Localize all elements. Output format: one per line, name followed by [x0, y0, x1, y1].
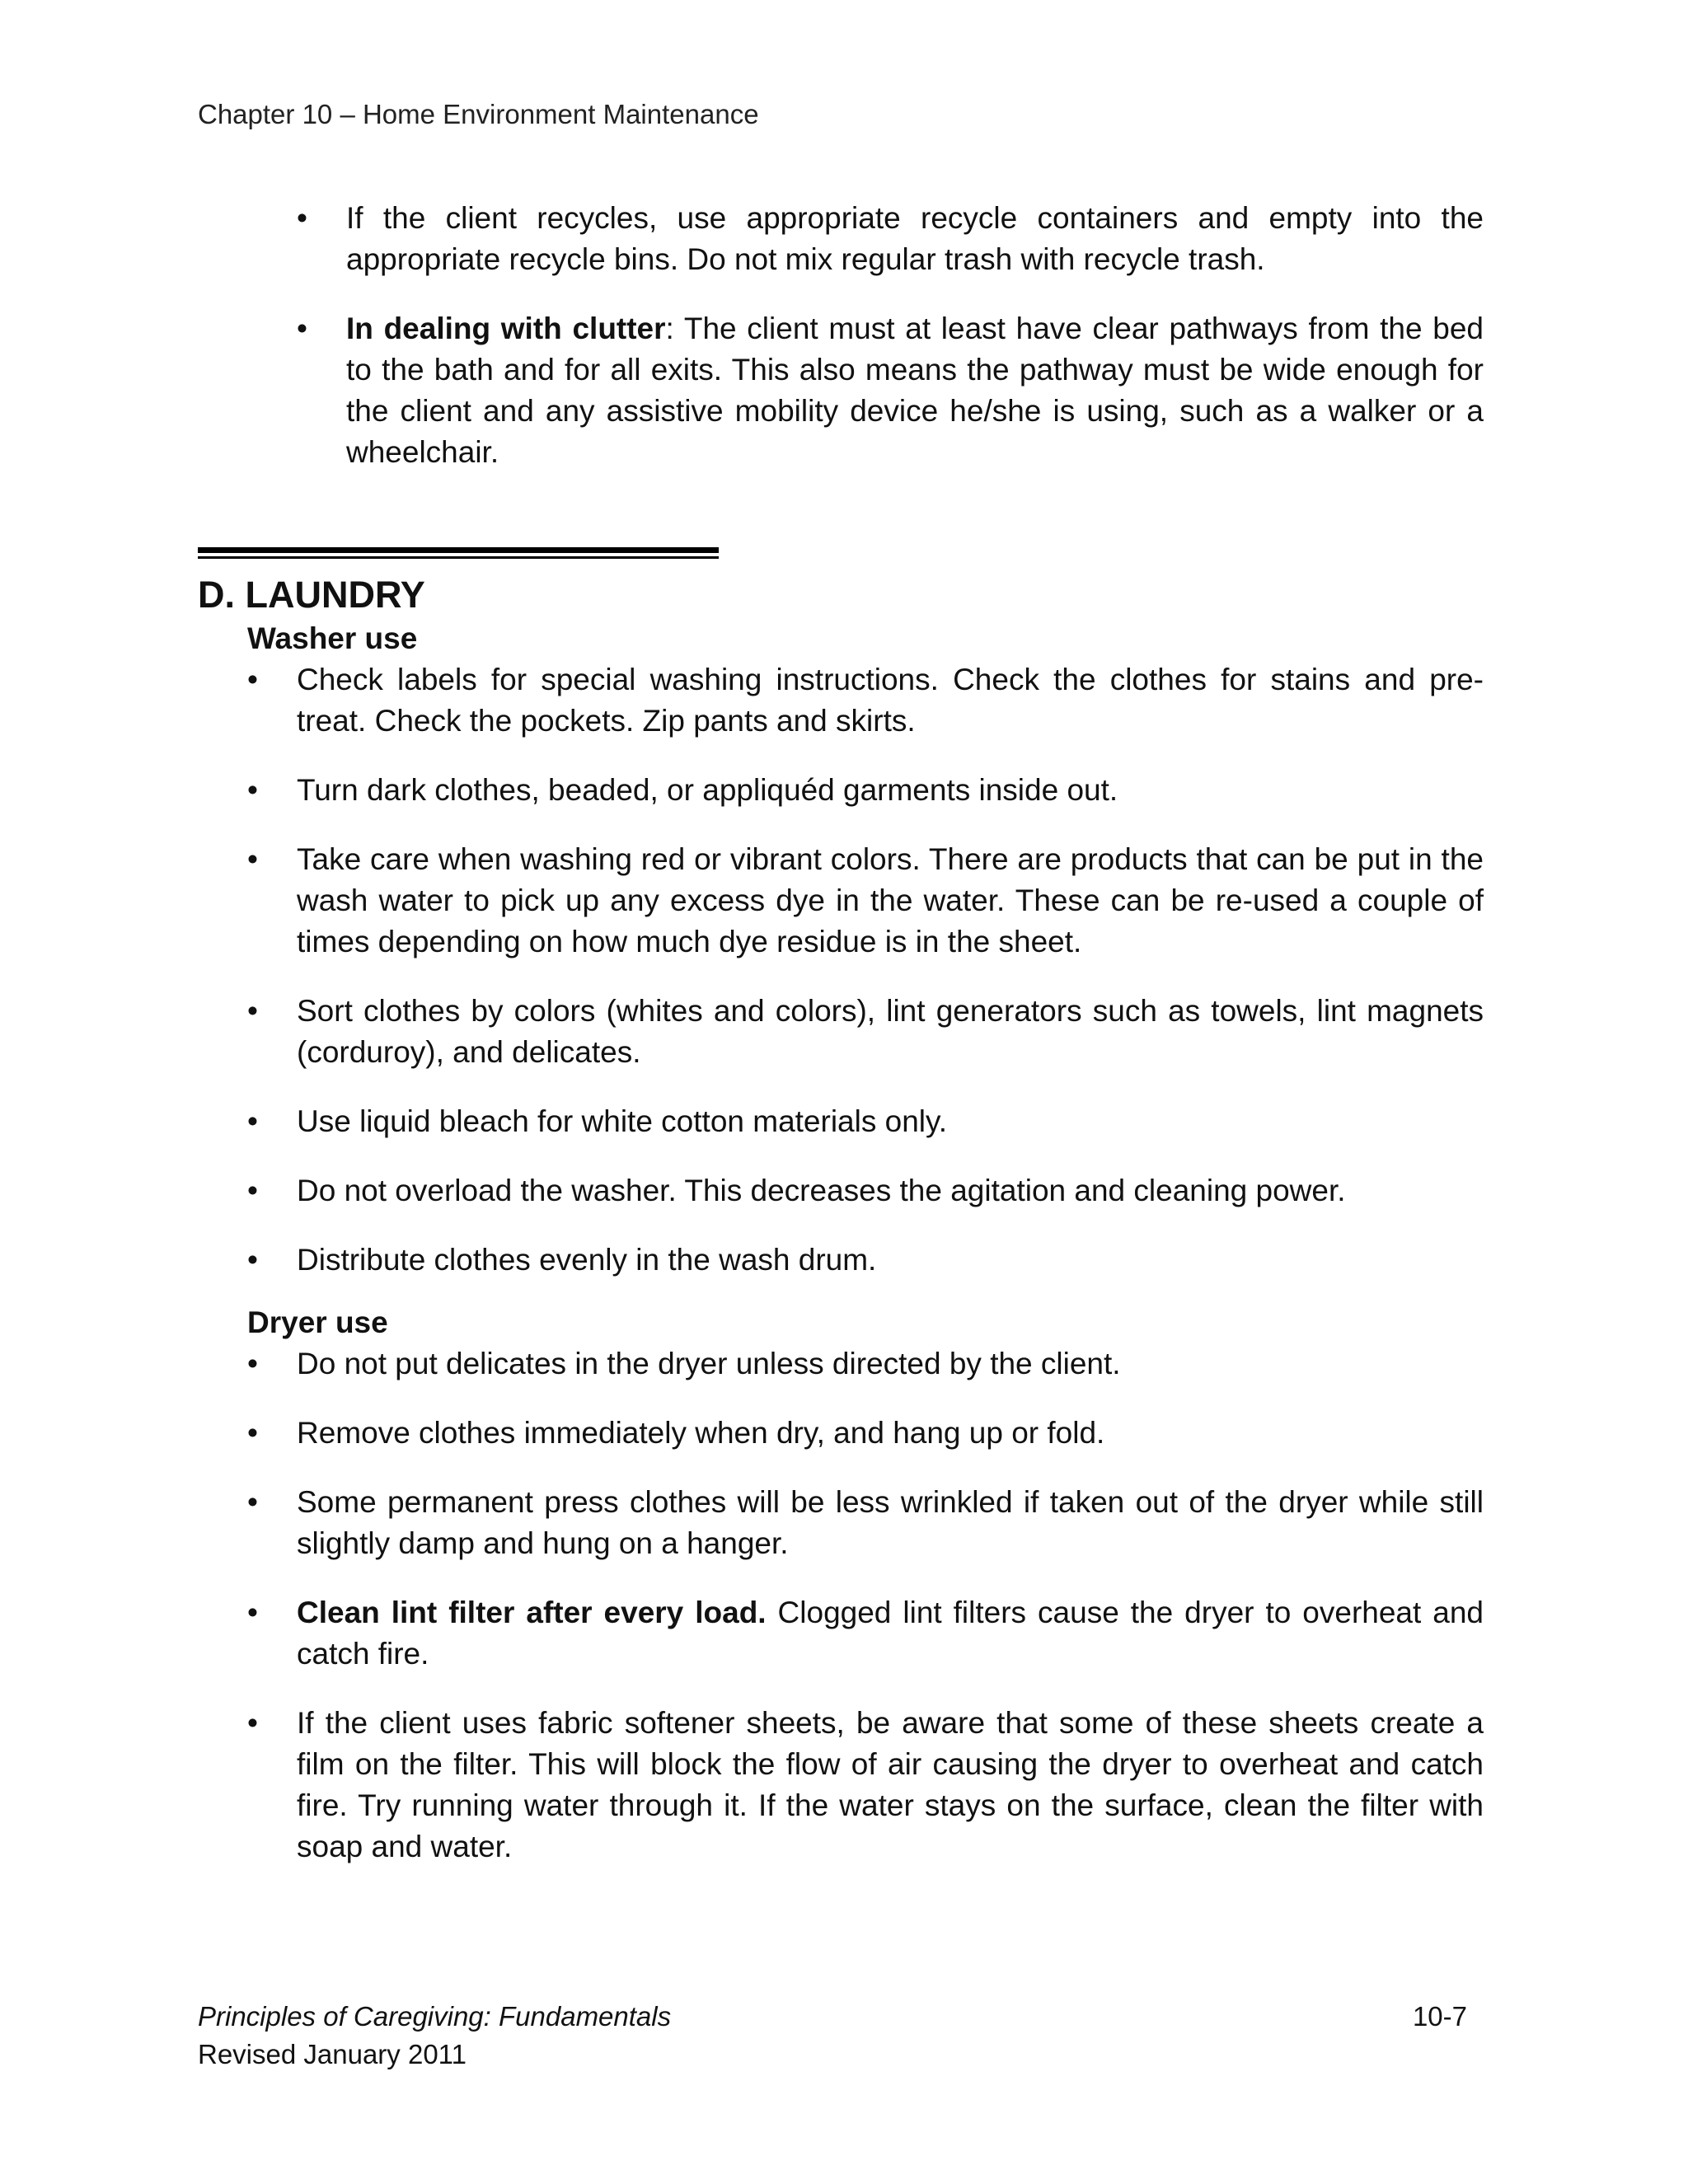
bullet-icon: •	[247, 994, 258, 1028]
bullet-icon: •	[247, 1174, 258, 1207]
section-divider-thin	[198, 556, 719, 559]
list-item	[247, 659, 1484, 742]
intro-bullet-list	[297, 198, 1484, 501]
bullet-icon: •	[247, 1706, 258, 1740]
list-item	[247, 1703, 1484, 1868]
list-item	[247, 770, 1484, 811]
bullet-icon: •	[247, 1596, 258, 1629]
bullet-icon: •	[247, 1243, 258, 1277]
bullet-icon: •	[247, 1347, 258, 1380]
bullet-icon: •	[247, 773, 258, 807]
list-item	[247, 1592, 1484, 1675]
list-item	[297, 198, 1484, 280]
washer-subheading: Washer use	[247, 621, 418, 655]
list-item	[247, 839, 1484, 963]
bullet-text: Turn dark clothes, beaded, or appliquéd garments inside out.	[297, 773, 1118, 807]
dryer-subheading: Dryer use	[247, 1305, 388, 1339]
bullet-text: Check labels for special washing instructions. Check the clothes for stains and pre-treat. Check the pockets. Zip pants and skirts.	[297, 663, 1484, 738]
section-heading: D. LAUNDRY	[198, 574, 425, 616]
footer-book-title: Principles of Caregiving: Fundamentals	[198, 2001, 672, 2032]
bullet-icon: •	[247, 1104, 258, 1138]
list-item	[247, 1482, 1484, 1564]
section-divider	[198, 547, 719, 553]
bullet-icon: •	[297, 312, 307, 345]
dryer-section	[247, 1302, 1484, 1896]
bullet-text: : The client must at least have clear pathways from the bed to the bath and for all exits. This also means the pathway must be wide enough for the client and any assistive mobility device he/she is using, such as a walker or a wheelchair.	[346, 312, 1484, 469]
list-item	[247, 1101, 1484, 1142]
bullet-icon: •	[247, 1416, 258, 1450]
bullet-bold-text: Clean lint filter after every load.	[297, 1596, 767, 1629]
bullet-text: Distribute clothes evenly in the wash drum.	[297, 1243, 877, 1277]
footer-revision-date: Revised January 2011	[198, 2039, 467, 2069]
running-header: Chapter 10 – Home Environment Maintenance	[198, 99, 759, 129]
bullet-icon: •	[297, 201, 307, 235]
bullet-text: Take care when washing red or vibrant colors. There are products that can be put in the wash water to pick up any excess dye in the water. These can be re-used a couple of times depending on how much dye residue is in the sheet.	[297, 842, 1484, 958]
list-item	[247, 991, 1484, 1073]
bullet-text: Use liquid bleach for white cotton materials only.	[297, 1104, 948, 1138]
list-item	[247, 1343, 1484, 1385]
bullet-text: Sort clothes by colors (whites and colors), lint generators such as towels, lint magnets (corduroy), and delicates.	[297, 994, 1484, 1069]
bullet-bold-text: In dealing with clutter	[346, 312, 666, 345]
page-number: 10-7	[1412, 2001, 1467, 2032]
page-footer	[198, 1998, 1467, 2074]
bullet-icon: •	[247, 663, 258, 696]
bullet-text: Clogged lint filters cause the dryer to overheat and catch fire.	[297, 1596, 1484, 1671]
bullet-text: Remove clothes immediately when dry, and hang up or fold.	[297, 1416, 1105, 1450]
list-item	[297, 308, 1484, 473]
list-item	[247, 1413, 1484, 1454]
bullet-text: If the client recycles, use appropriate recycle containers and empty into the appropriate recycle bins. Do not mix regular trash with recycle trash.	[346, 201, 1484, 276]
list-item	[247, 1170, 1484, 1212]
bullet-text: Do not put delicates in the dryer unless directed by the client.	[297, 1347, 1121, 1380]
bullet-text: If the client uses fabric softener sheets, be aware that some of these sheets create a film on the filter. This will block the flow of air causing the dryer to overheat and catch fire. Try running water through it. If the water stays on the surface, clean the filter with soap and water.	[297, 1706, 1484, 1863]
washer-section	[247, 618, 1484, 1309]
bullet-icon: •	[247, 1485, 258, 1519]
bullet-text: Do not overload the washer. This decreases the agitation and cleaning power.	[297, 1174, 1346, 1207]
bullet-text: Some permanent press clothes will be less wrinkled if taken out of the dryer while still slightly damp and hung on a hanger.	[297, 1485, 1484, 1560]
bullet-icon: •	[247, 842, 258, 876]
list-item	[247, 1240, 1484, 1281]
